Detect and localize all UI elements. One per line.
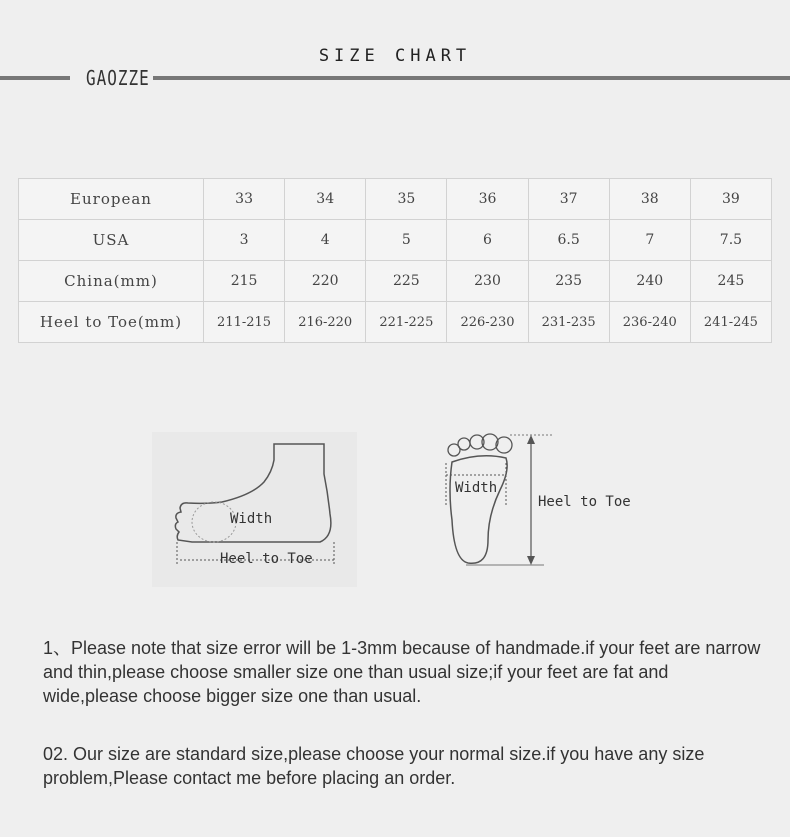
table-cell: 241-245 (690, 302, 771, 343)
top-foot-diagram (440, 430, 650, 570)
note-2: 02. Our size are standard size,please choose your normal size.if you have any size problem,Please contact me before placing an order. (43, 744, 705, 788)
row-label: Heel to Toe(mm) (19, 302, 204, 343)
brand-logo: GAOZZE (86, 66, 150, 90)
table-cell: 34 (285, 179, 366, 220)
header-rule-left (0, 76, 70, 80)
table-cell: 231-235 (528, 302, 609, 343)
table-cell: 225 (366, 261, 447, 302)
side-width-label: Width (230, 511, 273, 527)
table-cell: 235 (528, 261, 609, 302)
table-cell: 5 (366, 220, 447, 261)
table-cell: 215 (204, 261, 285, 302)
table-cell: 33 (204, 179, 285, 220)
top-width-label: Width (455, 480, 498, 496)
page-title: SIZE CHART (318, 46, 472, 66)
table-cell: 216-220 (285, 302, 366, 343)
row-label: European (19, 179, 204, 220)
table-cell: 3 (204, 220, 285, 261)
table-cell: 38 (609, 179, 690, 220)
table-cell: 36 (447, 179, 528, 220)
table-cell: 236-240 (609, 302, 690, 343)
side-foot-diagram (152, 432, 357, 587)
foot-top-outline (450, 456, 507, 564)
table-cell: 220 (285, 261, 366, 302)
table-cell: 4 (285, 220, 366, 261)
table-row (19, 261, 772, 302)
table-row (19, 302, 772, 343)
top-length-label: Heel to Toe (538, 494, 631, 510)
row-label: China(mm) (19, 261, 204, 302)
table-cell: 211-215 (204, 302, 285, 343)
table-cell: 6.5 (528, 220, 609, 261)
row-label: USA (19, 220, 204, 261)
header-rule-right (153, 76, 790, 80)
table-cell: 226-230 (447, 302, 528, 343)
table-cell: 37 (528, 179, 609, 220)
table-cell: 7 (609, 220, 690, 261)
table-cell: 230 (447, 261, 528, 302)
size-table (18, 178, 772, 343)
side-length-label: Heel to Toe (220, 551, 313, 567)
table-cell: 35 (366, 179, 447, 220)
table-row (19, 179, 772, 220)
table-cell: 245 (690, 261, 771, 302)
note-1: 1、Please note that size error will be 1-3mm because of handmade.if your feet are narrow and thin,please choose smaller size one than usual size;if your feet are fat and wide,please choose bigger size one than usual. (43, 638, 761, 706)
table-cell: 39 (690, 179, 771, 220)
table-row (19, 220, 772, 261)
table-cell: 221-225 (366, 302, 447, 343)
table-cell: 7.5 (690, 220, 771, 261)
table-cell: 240 (609, 261, 690, 302)
table-cell: 6 (447, 220, 528, 261)
